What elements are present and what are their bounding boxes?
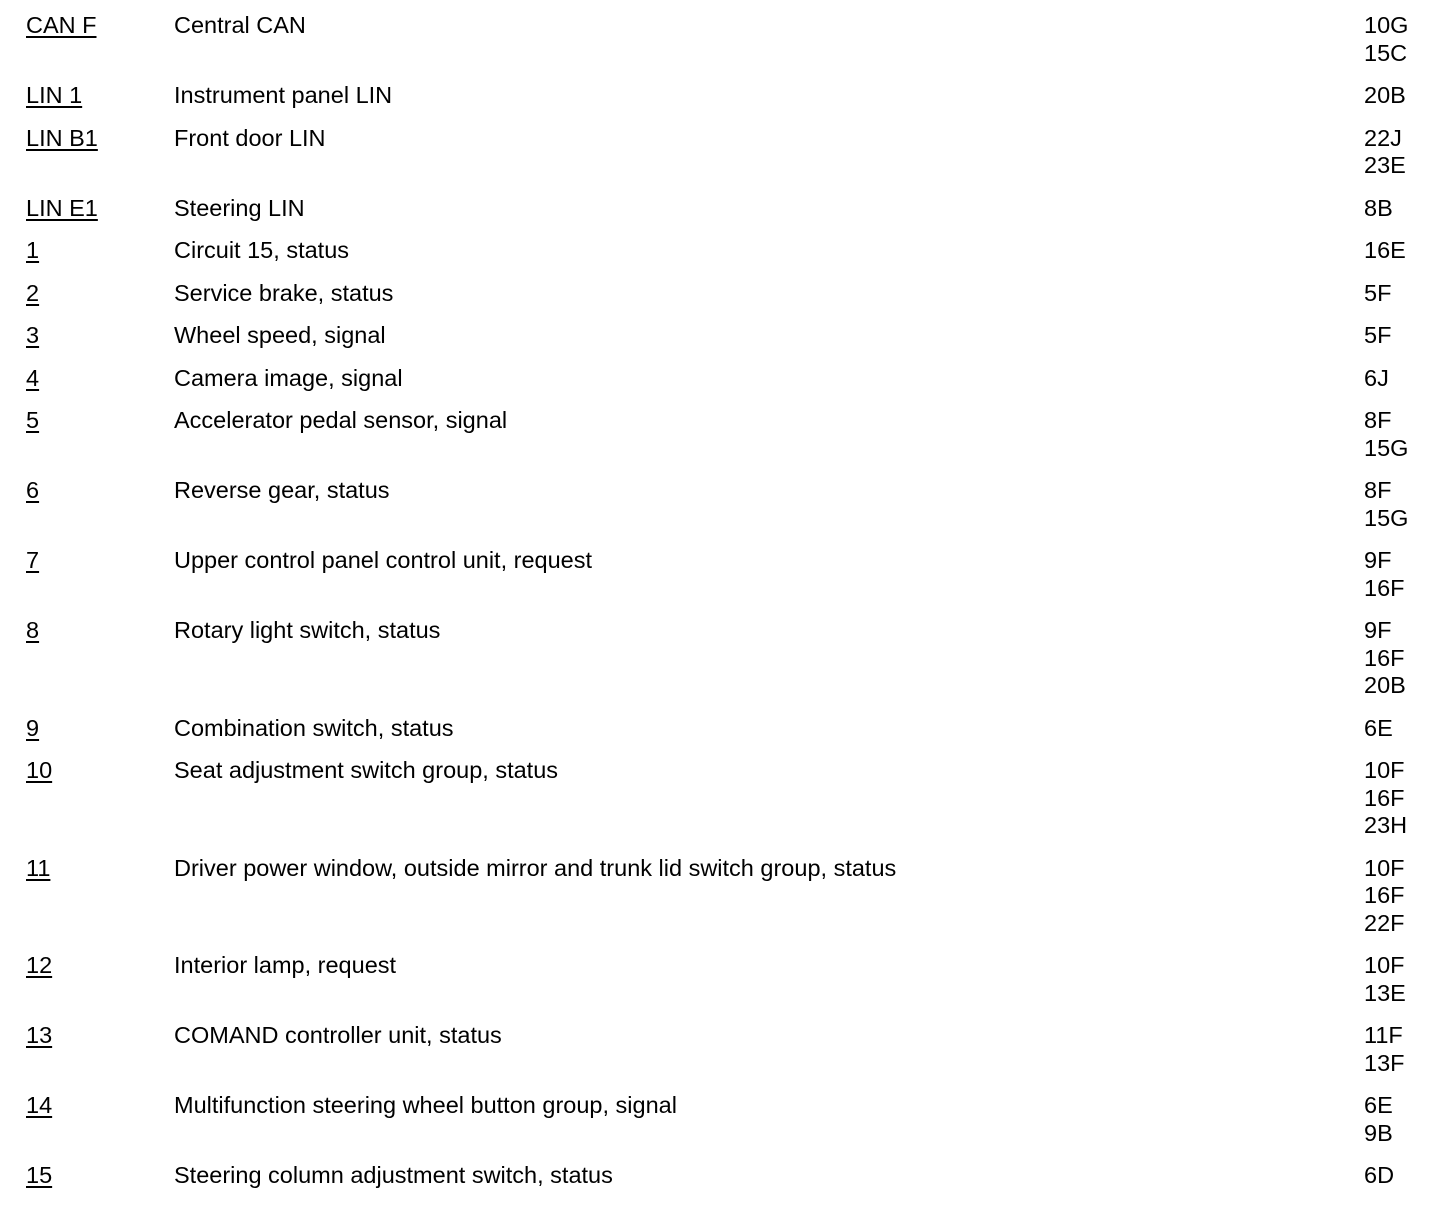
legend-row <box>0 280 1456 323</box>
row-description: Multifunction steering wheel button group, signal <box>174 1092 677 1118</box>
grid-reference: 8B <box>1364 194 1393 221</box>
row-description: Steering LIN <box>174 194 305 221</box>
grid-reference: 16F <box>1364 574 1405 601</box>
row-grid-references <box>1364 547 1456 602</box>
grid-reference: 10F <box>1364 854 1405 881</box>
row-spacer <box>0 307 1456 322</box>
row-grid-references <box>1364 125 1456 180</box>
row-description: Front door LIN <box>174 124 326 151</box>
legend-row <box>0 195 1456 238</box>
row-grid-references <box>1364 407 1456 462</box>
legend-row <box>0 855 1456 953</box>
legend-row <box>0 477 1456 547</box>
grid-reference: 8F <box>1364 407 1392 433</box>
row-spacer <box>0 265 1456 280</box>
row-description: Accelerator pedal sensor, signal <box>174 407 508 433</box>
row-description: Service brake, status <box>174 279 394 306</box>
grid-reference: 23H <box>1364 812 1408 838</box>
row-grid-references <box>1364 280 1456 308</box>
grid-reference: 6E <box>1364 714 1393 741</box>
row-spacer <box>0 1147 1456 1162</box>
legend-row <box>0 365 1456 408</box>
grid-reference: 16F <box>1364 784 1405 811</box>
row-grid-references <box>1364 715 1456 743</box>
row-grid-references <box>1364 1022 1456 1077</box>
grid-reference: 10G <box>1364 12 1409 38</box>
row-spacer <box>0 110 1456 125</box>
row-code-link[interactable]: 8 <box>26 617 40 643</box>
grid-reference: 6J <box>1364 364 1389 391</box>
row-description: Interior lamp, request <box>174 952 397 978</box>
row-code-link[interactable]: 4 <box>26 364 40 391</box>
grid-reference: 13F <box>1364 1049 1405 1076</box>
row-spacer <box>0 222 1456 237</box>
row-code-link[interactable]: 10 <box>26 757 53 783</box>
row-code-link[interactable]: LIN B1 <box>26 124 98 151</box>
grid-reference: 16F <box>1364 882 1405 908</box>
row-description: Upper control panel control unit, request <box>174 547 593 573</box>
row-grid-references <box>1364 1092 1456 1147</box>
grid-reference: 6D <box>1364 1162 1395 1188</box>
row-spacer <box>0 462 1456 477</box>
grid-reference: 20B <box>1364 672 1406 698</box>
legend-row <box>0 237 1456 280</box>
row-description: Steering column adjustment switch, status <box>174 1162 613 1188</box>
row-grid-references <box>1364 237 1456 265</box>
row-code-link[interactable]: 9 <box>26 714 40 741</box>
legend-row <box>0 125 1456 195</box>
row-description: COMAND controller unit, status <box>174 1022 502 1048</box>
legend-row <box>0 617 1456 715</box>
grid-reference: 22J <box>1364 124 1402 151</box>
grid-reference: 9F <box>1364 547 1392 573</box>
grid-reference: 9F <box>1364 617 1392 643</box>
row-code-link[interactable]: 14 <box>26 1092 53 1118</box>
legend-row <box>0 1022 1456 1092</box>
grid-reference: 11F <box>1364 1022 1403 1048</box>
row-spacer <box>0 1190 1456 1205</box>
row-spacer <box>0 1007 1456 1022</box>
row-grid-references <box>1364 952 1456 1007</box>
row-spacer <box>0 700 1456 715</box>
legend-row <box>0 407 1456 477</box>
row-code-link[interactable]: 12 <box>26 952 53 978</box>
grid-reference: 9B <box>1364 1119 1393 1146</box>
grid-reference: 5F <box>1364 322 1392 348</box>
grid-reference: 15G <box>1364 434 1409 461</box>
row-spacer <box>0 350 1456 365</box>
row-code-link[interactable]: LIN 1 <box>26 82 83 108</box>
grid-reference: 16F <box>1364 644 1405 671</box>
grid-reference: 16E <box>1364 237 1406 263</box>
row-spacer <box>0 937 1456 952</box>
row-spacer <box>0 742 1456 757</box>
grid-reference: 22F <box>1364 909 1405 936</box>
row-code-link[interactable]: 2 <box>26 279 40 306</box>
grid-reference: 5F <box>1364 279 1392 306</box>
row-grid-references <box>1364 1162 1456 1190</box>
legend-row <box>0 1092 1456 1162</box>
legend-row <box>0 322 1456 365</box>
legend-row <box>0 1162 1456 1205</box>
row-code-link[interactable]: 13 <box>26 1022 53 1048</box>
row-code-link[interactable]: CAN F <box>26 12 97 38</box>
row-description: Driver power window, outside mirror and trunk lid switch group, status <box>174 854 897 881</box>
row-spacer <box>0 180 1456 195</box>
row-grid-references <box>1364 322 1456 350</box>
row-description: Combination switch, status <box>174 714 454 741</box>
grid-reference: 10F <box>1364 757 1405 783</box>
row-spacer <box>0 602 1456 617</box>
row-description: Circuit 15, status <box>174 237 350 263</box>
legend-row <box>0 12 1456 82</box>
legend-row <box>0 952 1456 1022</box>
row-grid-references <box>1364 82 1456 110</box>
row-spacer <box>0 1077 1456 1092</box>
legend-row <box>0 715 1456 758</box>
row-code-link[interactable]: 1 <box>26 237 40 263</box>
grid-reference: 23E <box>1364 152 1406 178</box>
row-code-link[interactable]: 7 <box>26 547 40 573</box>
row-description: Reverse gear, status <box>174 477 390 503</box>
row-code-link[interactable]: 6 <box>26 477 40 503</box>
row-description: Camera image, signal <box>174 364 403 391</box>
row-description: Seat adjustment switch group, status <box>174 757 559 783</box>
row-code-link[interactable]: 15 <box>26 1162 53 1188</box>
row-description: Central CAN <box>174 12 306 38</box>
row-code-link[interactable]: 5 <box>26 407 40 433</box>
grid-reference: 10F <box>1364 952 1405 978</box>
row-grid-references <box>1364 12 1456 67</box>
row-grid-references <box>1364 365 1456 393</box>
grid-reference: 8F <box>1364 477 1392 503</box>
grid-reference: 15G <box>1364 504 1409 531</box>
grid-reference: 20B <box>1364 82 1406 108</box>
row-grid-references <box>1364 477 1456 532</box>
row-grid-references <box>1364 855 1456 938</box>
grid-reference: 6E <box>1364 1092 1393 1118</box>
grid-reference: 15C <box>1364 39 1408 66</box>
grid-reference: 13E <box>1364 979 1406 1006</box>
row-spacer <box>0 392 1456 407</box>
row-description: Wheel speed, signal <box>174 322 386 348</box>
row-spacer <box>0 67 1456 82</box>
row-description: Instrument panel LIN <box>174 82 393 108</box>
row-description: Rotary light switch, status <box>174 617 441 643</box>
row-spacer <box>0 840 1456 855</box>
legend-row <box>0 547 1456 617</box>
row-grid-references <box>1364 195 1456 223</box>
row-grid-references <box>1364 757 1456 840</box>
row-grid-references <box>1364 617 1456 700</box>
legend-row <box>0 757 1456 855</box>
row-code-link[interactable]: 11 <box>26 854 51 881</box>
legend-row <box>0 82 1456 125</box>
row-code-link[interactable]: LIN E1 <box>26 194 98 221</box>
row-spacer <box>0 532 1456 547</box>
row-code-link[interactable]: 3 <box>26 322 40 348</box>
